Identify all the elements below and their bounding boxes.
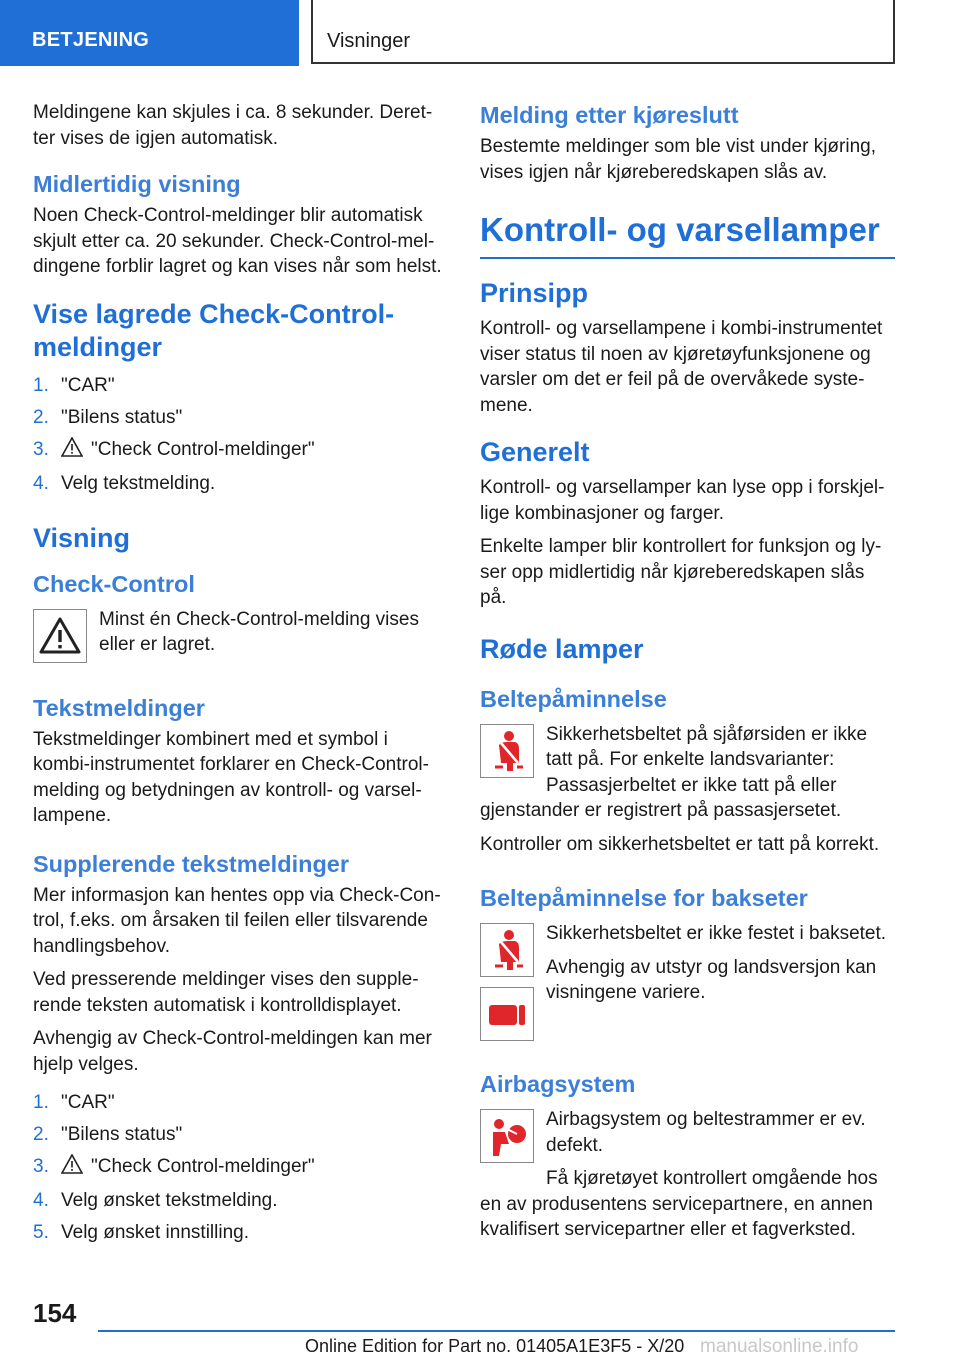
heading-beltepaminnelse: Beltepåminnelse [480,685,667,712]
supplerende-p2: Ved presserende meldinger vises den supplerende teksten automatisk i kontrolldisplayet. [33,969,419,1016]
list-item: 3. "Check Control-meldinger" [33,434,446,468]
airbag-icon [480,1109,534,1163]
prinsipp-text: Kontroll- og varsellampene i kombi-instrumentet viser status til noen av kjøretøyfunksjonene og varsler om det er feil på de overvåkede systemene. [480,318,883,416]
heading-midlertidig: Midlertidig visning [33,171,241,197]
generelt-p2: Enkelte lamper blir kontrollert for funksjon og lyser opp midlertidig når kjøreberedskapen slås på. [480,536,882,608]
heading-tekstmeldinger: Tekstmeldinger [33,694,205,721]
watermark: manualsonline.info [700,1336,859,1357]
left-column [33,100,446,1265]
heading-rode-lamper: Røde lamper [480,633,644,664]
supplerende-p3: Avhengig av Check-Control-meldingen kan mer hjelp velges. [33,1028,432,1075]
steps-list-2 [33,1087,446,1249]
midlertidig-text: Noen Check-Control-meldinger blir automatisk skjult etter ca. 20 sekunder. Check-Control-meldingene forblir lagret og kan vises når som helst. [33,205,442,277]
rear-seat-icon [480,987,534,1041]
melding-etter-text: Bestemte meldinger som ble vist under kjøring, vises igjen når kjøreberedskapen slås av. [480,136,876,183]
heading-airbagsystem: Airbagsystem [480,1071,636,1097]
bakseter-p2: Avhengig av utstyr og landsversjon kan visningene variere. [546,956,877,1003]
list-item: 1. "CAR" [33,1092,115,1113]
tekstmeldinger-text: Tekstmeldinger kombinert med et symbol i kombi-instrumentet forklarer en Check-Control-melding og betydningen av kontroll- og varsellampene. [33,728,429,826]
list-item: 2. "Bilens status" [33,1124,183,1145]
warning-triangle-icon [61,1153,83,1185]
heading-check-control: Check-Control [33,570,195,597]
beltepaminnelse-text: Sikkerhetsbeltet på sjåførsiden er ikke tatt på. For enkelte landsvarianter: Passasjerbeltet er ikke tatt på eller gjenstander er registrert på passasjersetet. [480,723,868,821]
heading-vise-lagrede: Vise lagrede Check-Control-meldinger [33,298,395,362]
footer-note: Online Edition for Part no. 01405A1E3F5 - X/20 [305,1336,685,1356]
warning-triangle-icon [61,436,83,468]
check-control-text: Minst én Check-Control-melding vises eller er lagret. [99,608,419,655]
list-item: 4. Velg ønsket tekstmelding. [33,1190,278,1211]
supplerende-p1: Mer informasjon kan hentes opp via Check-Control, f.eks. om årsaken til feilen eller tilsvarende handlingsbehov. [33,884,441,957]
list-item: 2. "Bilens status" [33,406,183,428]
beltepaminnelse-p2: Kontroller om sikkerhetsbeltet er tatt på korrekt. [480,833,880,855]
heading-visning: Visning [33,522,131,553]
heading-supplerende: Supplerende tekstmeldinger [33,850,350,877]
airbag-p1: Airbagsystem og beltestrammer er ev. defekt. [546,1109,866,1156]
page-number: 154 [33,1298,77,1328]
heading-kontroll-varsellamper: Kontroll- og varsellamper [480,209,895,259]
page-title: Visninger [311,0,895,64]
list-item: 4. Velg tekstmelding. [33,472,216,494]
section-tab: BETJENING [0,0,299,66]
list-item: 3. "Check Control-meldinger" [33,1151,446,1185]
steps-list-1 [33,370,446,500]
right-column [480,100,895,1251]
heading-prinsipp: Prinsipp [480,278,589,308]
intro-text: Meldingene kan skjules i ca. 8 sekunder. Deretter vises de igjen automatisk. [33,102,433,149]
seatbelt-icon [480,724,534,778]
list-item: 5. Velg ønsket innstilling. [33,1222,249,1243]
airbag-p2: Få kjøretøyet kontrollert omgående hos en av produsentens servicepartnere, en annen kvalifisert servicepartner eller et fagverksted. [480,1168,878,1240]
heading-generelt: Generelt [480,437,590,467]
heading-bakseter: Beltepåminnelse for bakseter [480,885,808,911]
warning-triangle-icon [33,609,87,663]
heading-melding-etter: Melding etter kjøreslutt [480,102,739,128]
generelt-p1: Kontroll- og varsellamper kan lyse opp i forskjellige kombinasjoner og farger. [480,477,885,524]
bakseter-p1: Sikkerhetsbeltet er ikke festet i baksetet. [546,923,887,944]
footer-divider [98,1330,895,1332]
list-item: 1. "CAR" [33,374,115,396]
seatbelt-icon [480,923,534,977]
